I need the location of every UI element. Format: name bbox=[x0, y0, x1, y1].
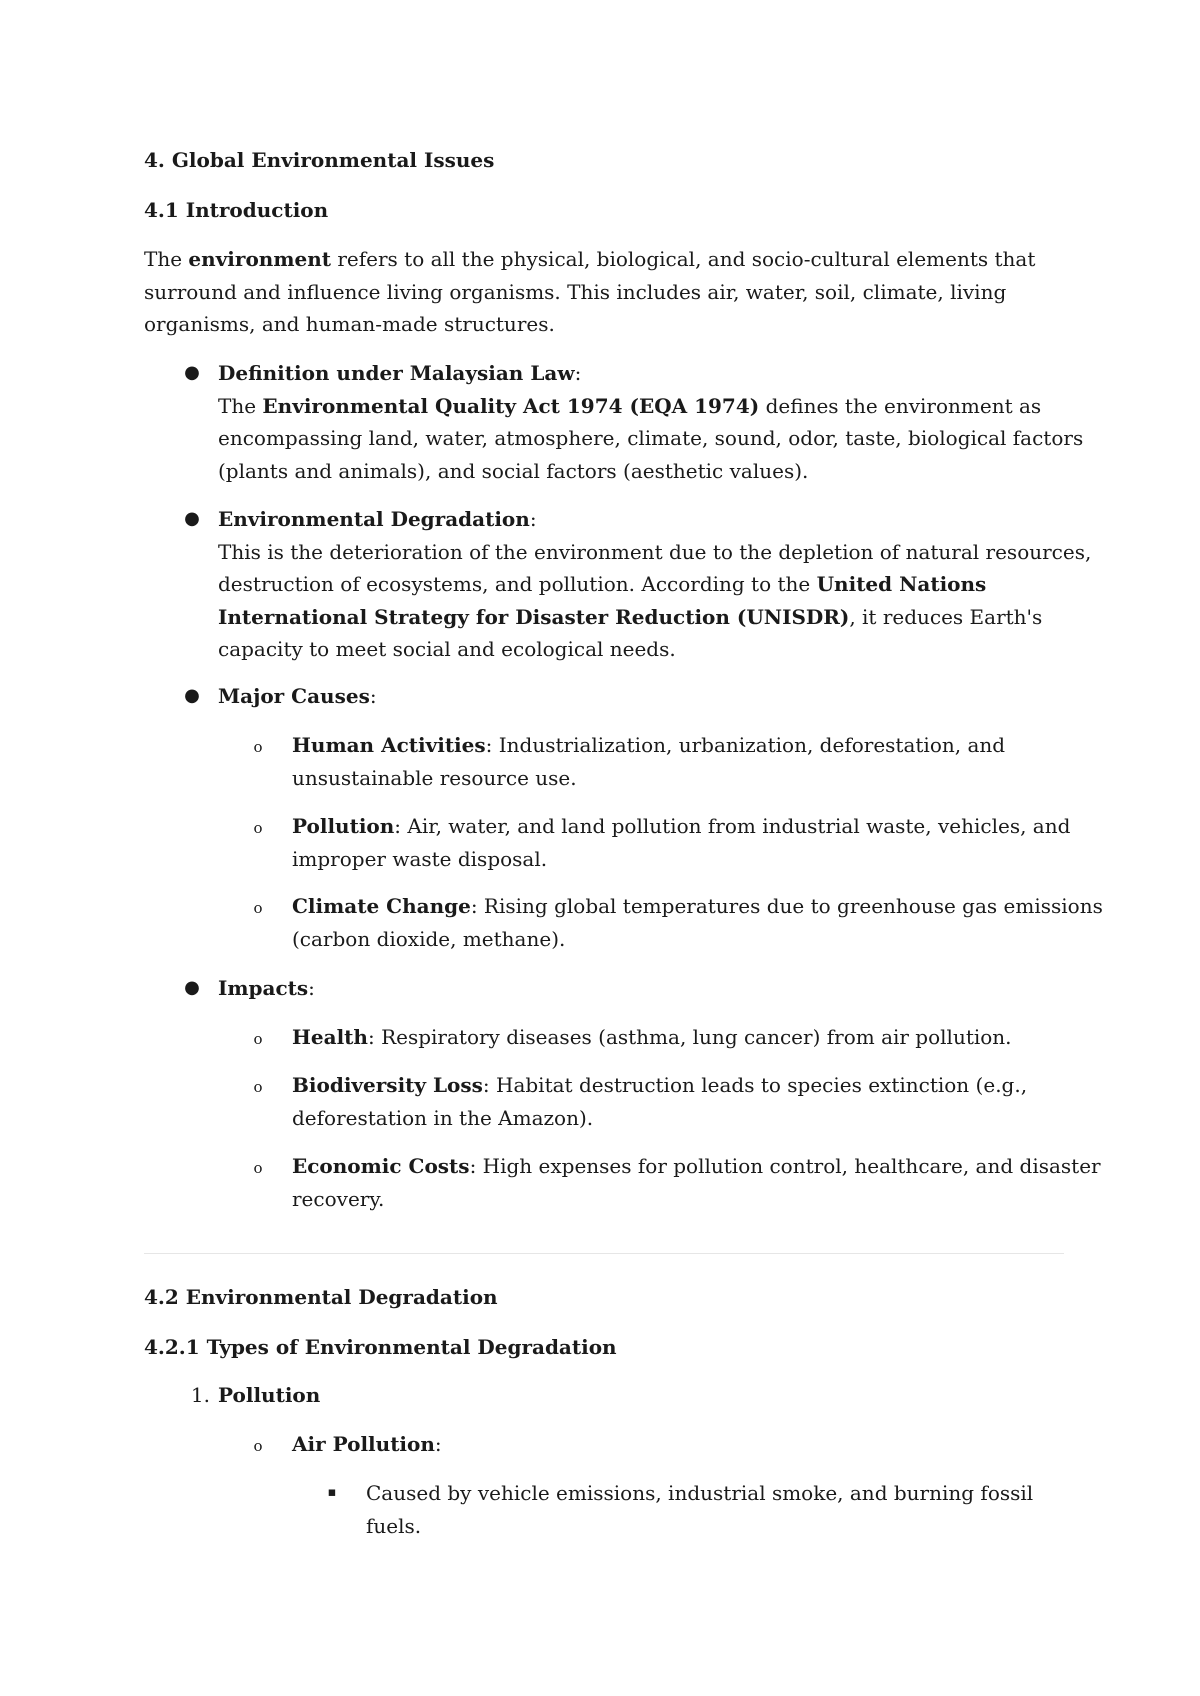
intro-line-1: The environment refers to all the physical, biological, and socio-cultural elements that bbox=[144, 247, 1036, 271]
section-2-1-heading: 4.2.1 Types of Environmental Degradation bbox=[144, 1335, 617, 1359]
bullet-mark: ● bbox=[184, 362, 200, 383]
bullet-mark: ● bbox=[184, 977, 200, 998]
degradation-line-1: This is the deterioration of the environment due to the depletion of natural resources, bbox=[218, 539, 1092, 564]
square-bullet-mark: ▪ bbox=[327, 1485, 337, 1500]
bullet-mark: ● bbox=[184, 685, 200, 706]
intro-heading: 4.1 Introduction bbox=[144, 198, 329, 222]
sub-bullet-mark: o bbox=[253, 1437, 263, 1455]
causes-label-line: Major Causes: bbox=[218, 684, 377, 708]
intro-line-2: surround and influence living organisms. This includes air, water, soil, climate, living bbox=[144, 279, 1007, 304]
bullet-mark: ● bbox=[184, 508, 200, 529]
page-title: 4. Global Environmental Issues bbox=[144, 148, 495, 172]
definition-line-1: The Environmental Quality Act 1974 (EQA 1974) defines the environment as bbox=[218, 393, 1042, 418]
sub-bullet-mark: o bbox=[253, 1078, 263, 1096]
degradation-label-line: Environmental Degradation: bbox=[218, 507, 537, 531]
sub-bullet-mark: o bbox=[253, 1159, 263, 1177]
section-2-heading: 4.2 Environmental Degradation bbox=[144, 1285, 498, 1309]
sub-bullet-mark: o bbox=[253, 819, 263, 837]
degradation-line-3: International Strategy for Disaster Reduction (UNISDR), it reduces Earth's bbox=[218, 604, 1043, 629]
definition-label-line: Definition under Malaysian Law: bbox=[218, 361, 582, 385]
intro-paragraph bbox=[144, 243, 1064, 341]
impacts-label-line: Impacts: bbox=[218, 976, 315, 1000]
section-divider bbox=[144, 1253, 1064, 1254]
sub-bullet-mark: o bbox=[253, 1030, 263, 1048]
intro-line-3: organisms, and human-made structures. bbox=[144, 312, 555, 336]
degradation-line-2: destruction of ecosystems, and pollution. According to the United Nations bbox=[218, 572, 987, 596]
definition-line-3: (plants and animals), and social factors (aesthetic values). bbox=[218, 458, 809, 483]
definition-line-2: encompassing land, water, atmosphere, climate, sound, odor, taste, biological factors bbox=[218, 426, 1084, 450]
sub-bullet-mark: o bbox=[253, 899, 263, 917]
sub-bullet-mark: o bbox=[253, 738, 263, 756]
list-number: 1. bbox=[190, 1383, 210, 1407]
degradation-line-4: capacity to meet social and ecological needs. bbox=[218, 637, 676, 661]
intro-bold-term: environment bbox=[188, 247, 331, 271]
